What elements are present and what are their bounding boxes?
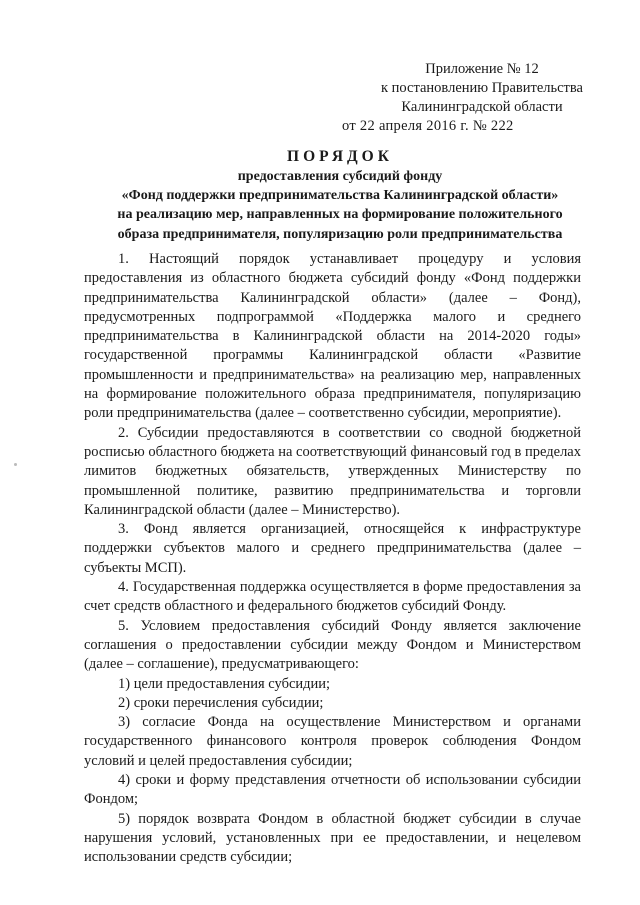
paragraph-2: 2. Субсидии предоставляются в соответствии со сводной бюджетной росписью областного бюджета на соответствующий финансовый год в пределах лимитов бюджетных обязательств, утвержденных Министерству по промышленной политике, развитию предпринимательства и торговли Калининградской области (далее – Министерство). [84,424,581,518]
document-body [84,250,581,868]
appendix-date: от 22 апреля 2016 г. № 222 [342,118,514,134]
appendix-header [342,60,592,136]
scan-artifact [14,463,17,466]
list-item-4: 4) сроки и форму представления отчетности об использовании субсидии Фондом; [84,772,581,808]
appendix-region: Калининградской области [401,99,563,115]
paragraph-5: 5. Условием предоставления субсидий Фонду является заключение соглашения о предоставлении субсидии между Фондом и Министерством (далее – соглашение), предусматривающего: [84,617,581,673]
appendix-reference: к постановлению Правительства [381,80,583,96]
list-item-1: 1) цели предоставления субсидии; [118,675,331,692]
paragraph-4: 4. Государственная поддержка осуществляется в форме предоставления за счет средств областного и федерального бюджетов субсидий Фонду. [84,579,581,615]
document-title: ПОРЯДОК [287,148,393,165]
document-subtitle-line: на реализацию мер, направленных на формирование положительного [117,207,563,223]
document-title-block [60,147,620,244]
list-item-3: 3) согласие Фонда на осуществление Министерством и органами государственного финансового контроля проверок соблюдения Фондом условий и целей предоставления субсидии; [84,714,581,769]
document-subtitle-line: образа предпринимателя, популяризацию роли предпринимательства [117,226,563,242]
paragraph-1: 1. Настоящий порядок устанавливает процедуру и условия предоставления из областного бюджета субсидий фонду «Фонд поддержки предпринимательства Калининградской области» (далее – Фонд), предусмотренных подпрограммой «Поддержка малого и среднего предпринимательства в Калининградской области на 2014-2020 годы» государственной программы Калининградской области «Развитие промышленности и предпринимательства» на реализацию мер, направленных на формирование положительного образа предпринимателя, популяризацию роли предпринимательства (далее – соответственно субсидии, мероприятие). [84,251,581,422]
appendix-number: Приложение № 12 [425,61,539,77]
paragraph-3: 3. Фонд является организацией, относящейся к инфраструктуре поддержки субъектов малого и среднего предпринимательства (далее – субъекты МСП). [84,521,581,576]
document-subtitle-line: предоставления субсидий фонду [237,169,443,184]
document-subtitle-line: «Фонд поддержки предпринимательства Калининградской области» [121,188,559,204]
list-item-2: 2) сроки перечисления субсидии; [118,694,324,711]
list-item-5: 5) порядок возврата Фондом в областной бюджет субсидии в случае нарушения условий, установленных при ее предоставлении, и нецелевом использовании средств субсидии; [84,810,581,866]
